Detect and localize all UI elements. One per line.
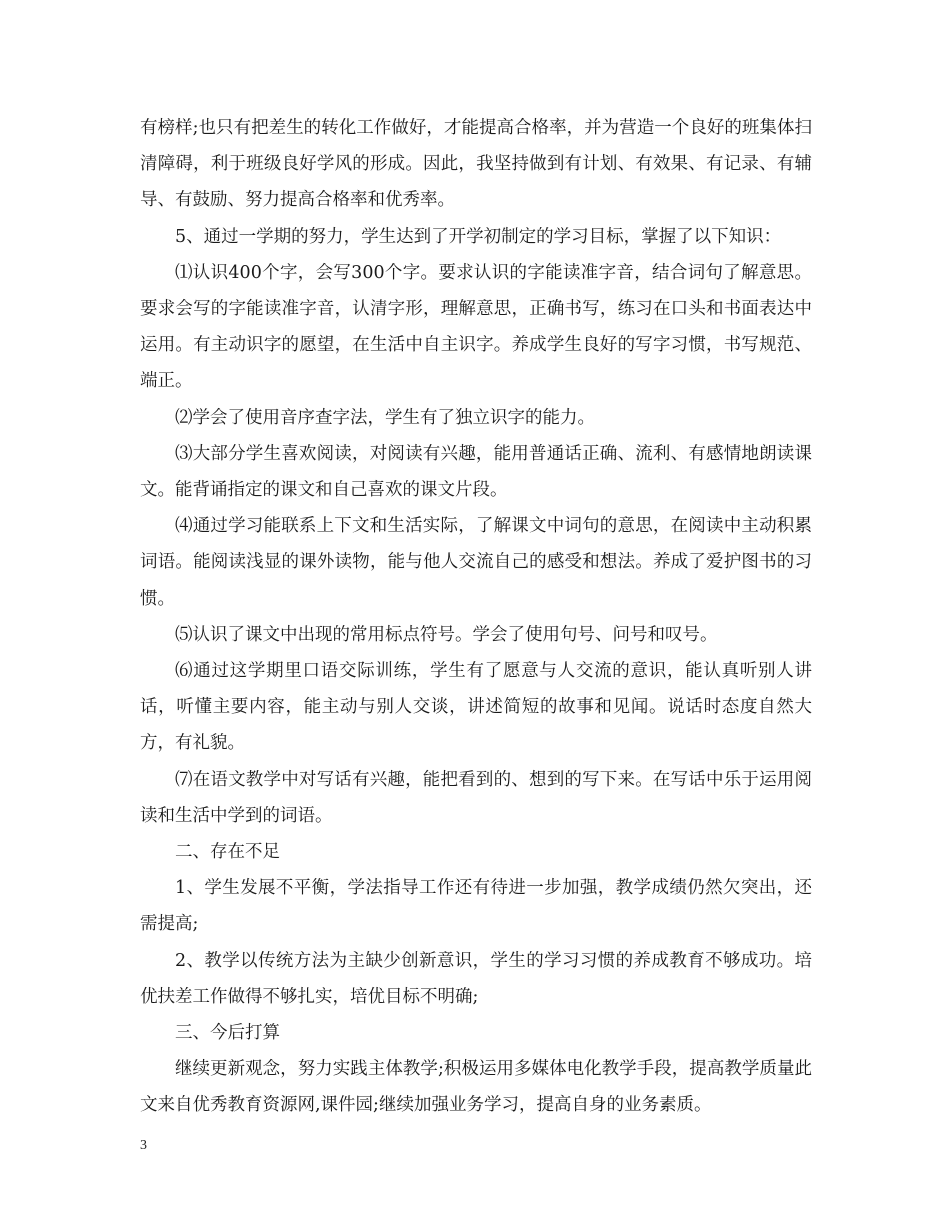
- paragraph-5: ⑶大部分学生喜欢阅读，对阅读有兴趣，能用普通话正确、流利、有感情地朗读课文。能背诵指定的课文和自己喜欢的课文片段。: [140, 443, 812, 501]
- paragraph-8: ⑹通过这学期里口语交际训练，学生有了愿意与人交流的意识，能认真听别人讲话，听懂主要内容，能主动与别人交谈，讲述简短的故事和见闻。说话时态度自然大方，有礼貌。: [140, 661, 812, 754]
- section-heading-plans: 三、今后打算: [175, 1023, 280, 1044]
- paragraph-6: ⑷通过学习能联系上下文和生活实际，了解课文中词句的意思，在阅读中主动积累词语。能阅读浅显的课外读物，能与他人交流自己的感受和想法。养成了爱护图书的习惯。: [140, 516, 812, 609]
- section-heading-shortcomings: 二、存在不足: [175, 842, 280, 863]
- paragraph-1: 有榜样;也只有把差生的转化工作做好，才能提高合格率，并为营造一个良好的班集体扫清障碍，利于班级良好学风的形成。因此，我坚持做到有计划、有效果、有记录、有辅导、有鼓励、努力提高合格率和优秀率。: [140, 118, 812, 211]
- paragraph-4: ⑵学会了使用音序查字法，学生有了独立识字的能力。: [175, 407, 595, 428]
- paragraph-14: 继续更新观念，努力实践主体教学;积极运用多媒体电化教学手段，提高教学质量此文来自优秀教育资源网,课件园;继续加强业务学习，提高自身的业务素质。: [140, 1059, 812, 1116]
- paragraph-11: 1、学生发展不平衡，学法指导工作还有待进一步加强，教学成绩仍然欠突出，还需提高;: [140, 878, 812, 935]
- document-body: [140, 110, 812, 1124]
- paragraph-3: ⑴认识400个字，会写300个字。要求认识的字能读准字音，结合词句了解意思。要求会写的字能读准字音，认清字形，理解意思，正确书写，练习在口头和书面表达中运用。有主动识字的愿望，在生活中自主识字。养成学生良好的写字习惯，书写规范、端正。: [140, 262, 812, 392]
- paragraph-7: ⑸认识了课文中出现的常用标点符号。学会了使用句号、问号和叹号。: [175, 624, 718, 645]
- paragraph-9: ⑺在语文教学中对写话有兴趣，能把看到的、想到的写下来。在写话中乐于运用阅读和生活中学到的词语。: [140, 769, 812, 826]
- page-number: 3: [140, 1138, 147, 1153]
- paragraph-2: 5、通过一学期的努力，学生达到了开学初制定的学习目标，掌握了以下知识：: [175, 226, 782, 247]
- paragraph-12: 2、教学以传统方法为主缺少创新意识，学生的学习习惯的养成教育不够成功。培优扶差工作做得不够扎实，培优目标不明确;: [140, 950, 812, 1007]
